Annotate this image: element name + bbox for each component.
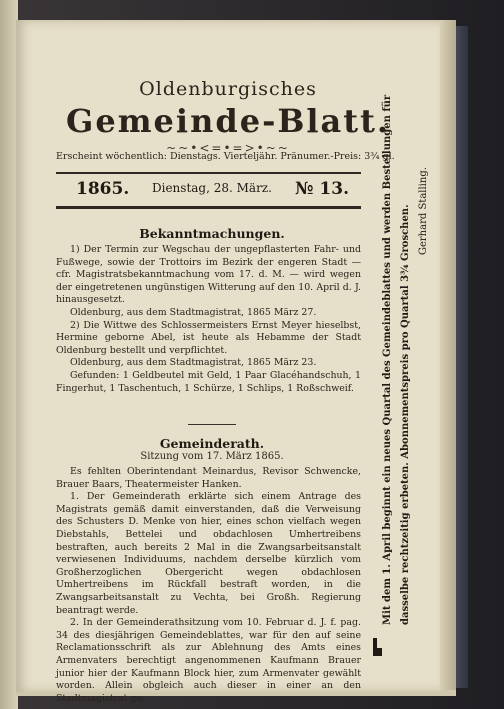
newspaper-page: [16, 20, 440, 704]
issue-year: 1865.: [76, 179, 130, 199]
masthead-title: Gemeinde-Blatt.: [66, 102, 390, 140]
paragraph: Oldenburg, aus dem Stadtmagistrat, 1865 März 23.: [70, 357, 317, 369]
section-subheading: Sitzung vom 17. März 1865.: [140, 451, 284, 462]
notice-signature: Gerhard Stalling.: [418, 167, 429, 255]
paragraph: Oldenburg, aus dem Stadtmagistrat, 1865 März 27.: [70, 306, 317, 318]
paragraph: 2. In der Gemeinderathsitzung vom 10. Februar d. J. f. pag. 34 des diesjährigen Gemeindeblattes, war für den auf seine Reclamationsschrift als zur Ablehnung des Amts eines Armenvaters berechtigt angenommenen Kaufmann Brauer junior hier der Kaufmann Block hier, zum Armenvater gewählt worden. Allein obgleich auch dieser in einer an den Stadtmagistrat ge-: [56, 617, 361, 704]
notice-line2: dasselbe rechtzeitig erbeten. Abonnementspreis pro Quartal 3¾ Groschen.: [400, 204, 411, 625]
publication-info: Erscheint wöchentlich: Dienstags. Vierteljähr. Pränumer.-Preis: 3¾ gl.: [56, 151, 395, 162]
section-heading-gemeinderath: Gemeinderath.: [159, 436, 265, 451]
pointing-hand-icon: [370, 638, 384, 660]
paragraph: 1. Der Gemeinderath erklärte sich einem Antrage des Magistrats gemäß damit einverstanden, daß die Verweisung des Schusters D. Menke von hier, eines schon vielfach wegen Diebstahls, Bettelei und obdachlosen Umhertreibens bestraften, auch bereits 2 Mal in die Zwangsarbeitsanstalt verwiesenen Individuums, nachdem derselbe kürzlich vom Großherzoglichen Obergericht wegen obdachlosen Umhertreibens im Rückfall bestraft worden, in die Zwangsarbeitsanstalt zu Vechta, bei Großh. Regierung beantragt werde.: [56, 491, 361, 616]
paragraph: 2) Die Wittwe des Schlossermeisters Ernst Meyer hieselbst, Hermine geborne Abel, ist heute als Hebamme der Stadt Oldenburg bestellt und verpflichtet.: [56, 319, 361, 356]
announcements-text: [56, 244, 361, 395]
section-divider: [188, 424, 236, 425]
masthead-ornament: ~~•<=•=>•~~: [166, 141, 290, 155]
issue-dateline: [56, 179, 361, 203]
council-text: [56, 466, 361, 705]
issue-number: № 13.: [295, 179, 349, 199]
paragraph: Es fehlten Oberintendant Meinardus, Revisor Schwencke, Brauer Baars, Theatermeister Hanken.: [56, 466, 361, 490]
masthead-line1: Oldenburgisches: [139, 78, 317, 100]
paragraph: 1) Der Termin zur Wegschau der ungepflasterten Fahr- und Fußwege, sowie der Trottoirs im Bezirk der engeren Stadt — cfr. Magistratsbekanntmachung vom 17. d. M. — wird wegen der eingetretenen ungünstigen Witterung auf den 10. April d. J. hinausgesetzt.: [56, 244, 361, 306]
paragraph: Gefunden: 1 Geldbeutel mit Geld, 1 Paar Glacéhandschuh, 1 Fingerhut, 1 Taschentuch, 1 Schürze, 1 Schlips, 1 Roßschweif.: [56, 369, 361, 394]
issue-date: Dienstag, 28. März.: [152, 181, 272, 195]
sidebar-notice: [374, 94, 454, 700]
rule-top: [56, 172, 361, 174]
rule-bottom: [56, 206, 361, 209]
notice-line1: Mit dem 1. April beginnt ein neues Quartal des Gemeindeblattes und werden Bestellungen für: [382, 94, 393, 625]
section-heading-bekanntmachungen: Bekanntmachungen.: [139, 226, 285, 241]
